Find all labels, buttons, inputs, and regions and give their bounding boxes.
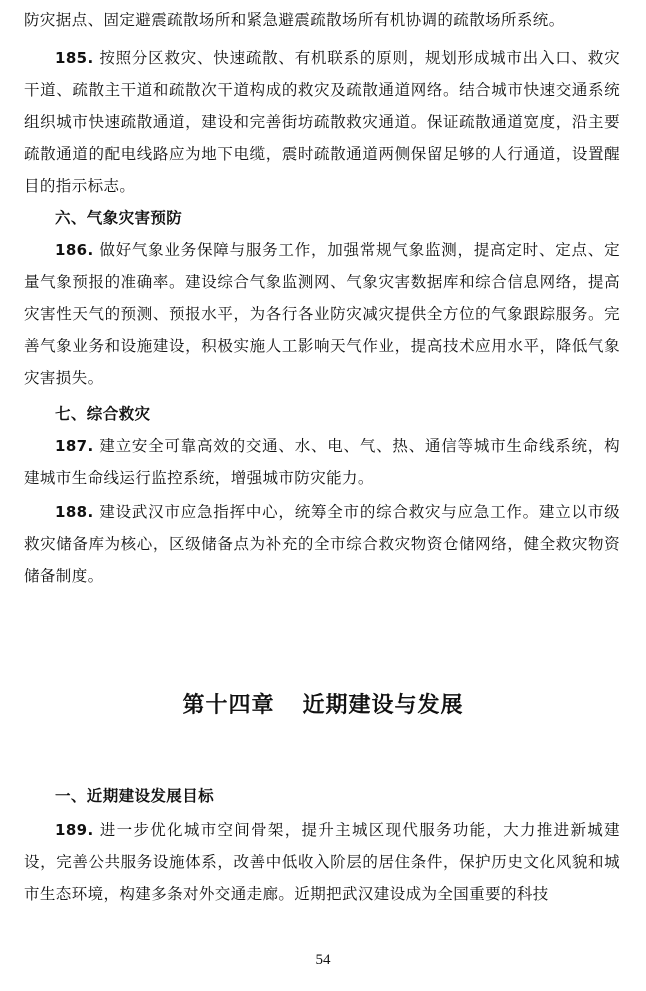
section-heading-rescue: 七、综合救灾 [55, 405, 151, 423]
paragraph-number: 185. [55, 49, 94, 67]
paragraph-number: 187. [55, 437, 94, 455]
chapter-number: 第十四章 [182, 693, 275, 718]
paragraph-187 [24, 430, 620, 494]
section-heading-near-term-goals: 一、近期建设发展目标 [55, 787, 215, 805]
paragraph-text: 防灾据点、固定避震疏散场所和紧急避震疏散场所有机协调的疏散场所系统。 [24, 11, 565, 29]
paragraph-188 [24, 496, 620, 592]
paragraph-text: 做好气象业务保障与服务工作，加强常规气象监测，提高定时、定点、定量气象预报的准确率。建设综合气象监测网、气象灾害数据库和综合信息网络，提高灾害性天气的预测、预报水平，为各行各业防灾减灾提供全方位的气象跟踪服务。完善气象业务和设施建设，积极实施人工影响天气作业，提高技术应用水平，降低气象灾害损失。 [24, 241, 620, 387]
page-number: 54 [315, 952, 331, 968]
paragraph-text: 建设武汉市应急指挥中心，统筹全市的综合救灾与应急工作。建立以市级救灾储备库为核心，区级储备点为补充的全市综合救灾物资仓储网络，健全救灾物资储备制度。 [24, 503, 620, 585]
section-heading-weather: 六、气象灾害预防 [55, 209, 183, 227]
paragraph-text: 进一步优化城市空间骨架，提升主城区现代服务功能，大力推进新城建设，完善公共服务设施体系，改善中低收入阶层的居住条件，保护历史文化风貌和城市生态环境，构建多条对外交通走廊。近期把武汉建设成为全国重要的科技 [24, 821, 620, 903]
paragraph-text: 按照分区救灾、快速疏散、有机联系的原则，规划形成城市出入口、救灾干道、疏散主干道和疏散次干道构成的救灾及疏散通道网络。结合城市快速交通系统组织城市快速疏散通道，建设和完善街坊疏散救灾通道。保证疏散通道宽度，沿主要疏散通道的配电线路应为地下电缆，震时疏散通道两侧保留足够的人行通道，设置醒目的指示标志。 [24, 49, 620, 195]
paragraph-186 [24, 234, 620, 394]
paragraph-189 [24, 814, 620, 910]
paragraph-number: 188. [55, 503, 94, 521]
chapter-title [0, 686, 646, 726]
paragraph-number: 186. [55, 241, 94, 259]
paragraph-text: 建立安全可靠高效的交通、水、电、气、热、通信等城市生命线系统，构建城市生命线运行监控系统，增强城市防灾能力。 [24, 437, 620, 487]
paragraph-185 [24, 42, 620, 202]
paragraph-number: 189. [55, 821, 94, 839]
chapter-name: 近期建设与发展 [302, 693, 464, 718]
paragraph-continued [24, 4, 620, 36]
